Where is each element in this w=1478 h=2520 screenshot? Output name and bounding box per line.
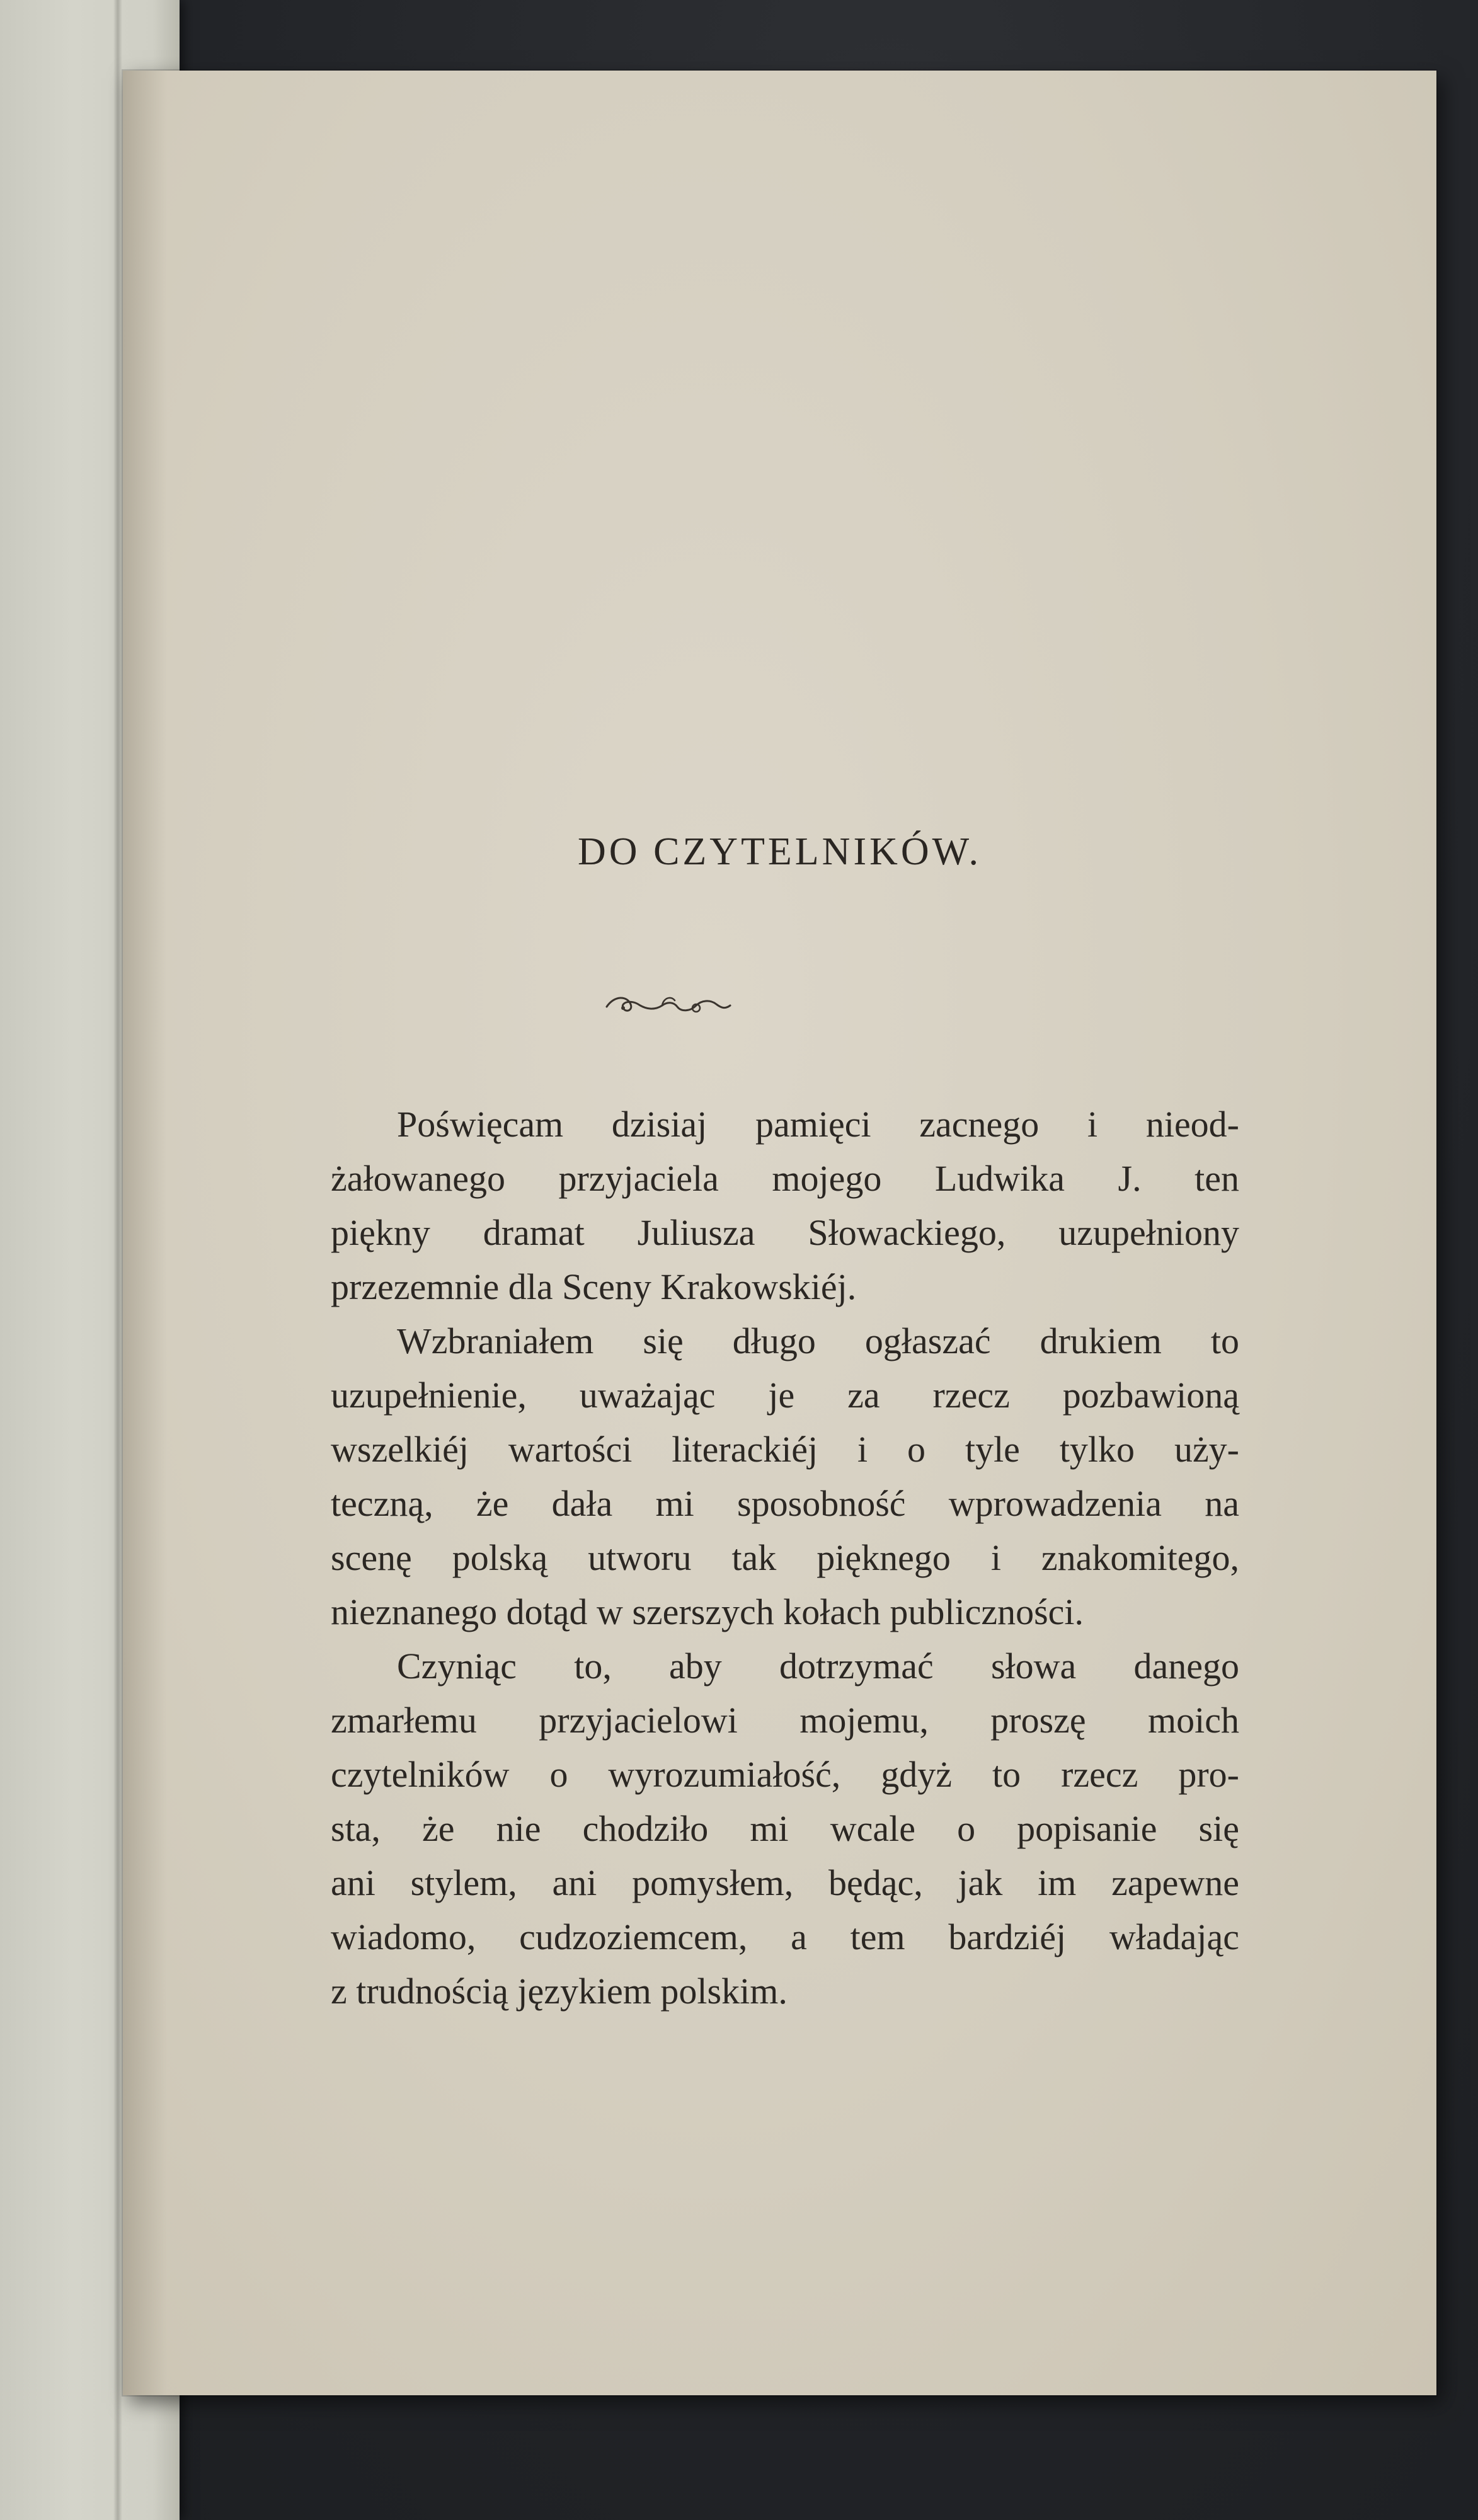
text-line: czytelników o wyrozumiałość, gdyż to rzecz pro- [331, 1754, 1239, 1795]
text-line: wiadomo, cudzoziemcem, a tem bardziéj władając [331, 1916, 1239, 1957]
text-line: nieznanego dotąd w szerszych kołach publiczności. [331, 1591, 1084, 1632]
paragraph-2 [331, 1314, 1239, 1639]
text-line: wszelkiéj wartości literackiéj i o tyle tylko uży- [331, 1429, 1239, 1470]
text-line: zmarłemu przyjacielowi mojemu, proszę moich [331, 1700, 1239, 1741]
text-line: uzupełnienie, uważając je za rzecz pozbawioną [331, 1375, 1239, 1416]
text-line: teczną, że dała mi sposobność wprowadzenia na [331, 1483, 1239, 1524]
text-line: żałowanego przyjaciela mojego Ludwika J. ten [331, 1158, 1239, 1199]
paragraph-3 [331, 1639, 1239, 2019]
book-page [123, 71, 1436, 2395]
scroll-flourish-icon [602, 989, 734, 1019]
page-heading: DO CZYTELNIKÓW. [578, 830, 982, 873]
body-text [331, 1097, 1239, 2019]
text-line: sta, że nie chodziło mi wcale o popisanie się [331, 1808, 1239, 1849]
text-line: piękny dramat Juliusza Słowackiego, uzupełniony [331, 1212, 1239, 1253]
text-line: Wzbraniałem się długo ogłaszać drukiem to [397, 1320, 1239, 1361]
text-line: scenę polską utworu tak pięknego i znakomitego, [331, 1537, 1239, 1578]
text-line: przezemnie dla Sceny Krakowskiéj. [331, 1266, 857, 1307]
text-line: z trudnością językiem polskim. [331, 1971, 788, 2012]
facing-page-shadow [113, 0, 122, 2520]
paragraph-1 [331, 1097, 1239, 1314]
text-line: Poświęcam dzisiaj pamięci zacnego i nieod- [397, 1104, 1239, 1145]
text-line: ani stylem, ani pomysłem, będąc, jak im zapewne [331, 1862, 1239, 1903]
text-line: Czyniąc to, aby dotrzymać słowa danego [397, 1646, 1239, 1687]
